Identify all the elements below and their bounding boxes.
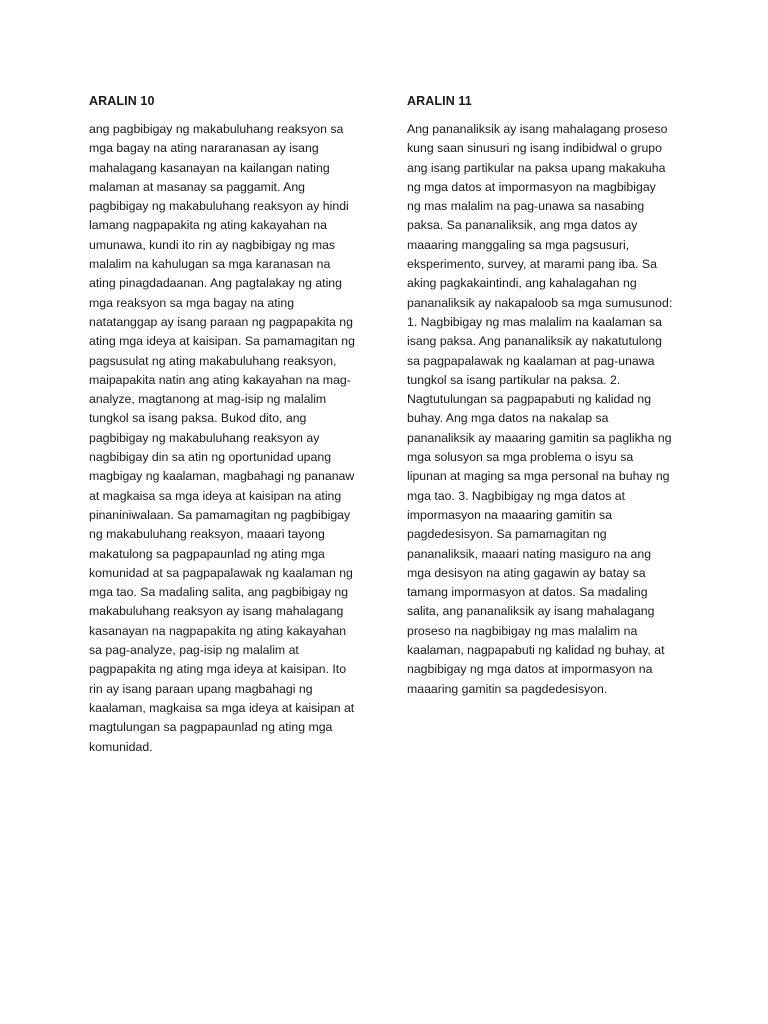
aralin-11-heading: ARALIN 11 — [407, 94, 472, 108]
aralin-10-body: ang pagbibigay ng makabuluhang reaksyon sa mga bagay na ating nararanasan ay isang mahalagang kasanayan na kailangan nating malaman at masanay sa paggamit. Ang pagbibigay ng makabuluhang reaksyon ay hindi lamang nagpapakita ng ating kakayahan na umunawa, kundi ito rin ay nagbibigay ng mas malalim na kahulugan sa mga karanasan na ating pinagdadaanan. Ang pagtalakay ng ating mga reaksyon sa mga bagay na ating natatanggap ay isang paraan ng pagpapakita ng ating mga ideya at kaisipan. Sa pamamagitan ng pagsusulat ng ating makabuluhang reaksyon, maipapakita natin ang ating kakayahan na mag- analyze, magtanong at mag-isip ng malalim tungkol sa isang paksa. Bukod dito, ang pagbibigay ng makabuluhang reaksyon ay nagbibigay din sa atin ng oportunidad upang magbigay ng kaalaman, magbahagi ng pananaw at magkaisa sa mga ideya at kaisipan na ating pinaniniwalaan. Sa pamamagitan ng pagbibigay ng makabuluhang reaksyon, maaari tayong makatulong sa pagpapaunlad ng ating mga komunidad at sa pagpapalawak ng kaalaman ng mga tao. Sa madaling salita, ang pagbibigay ng makabuluhang reaksyon ay isang mahalagang kasanayan na nagpapakita ng ating kakayahan sa pag-analyze, pag-isip ng malalim at pagpapakita ng ating mga ideya at kaisipan. Ito rin ay isang paraan upang magbahagi ng kaalaman, magkaisa sa mga ideya at kaisipan at magtulungan sa pagpapaunlad ng ating mga komunidad. — [89, 122, 355, 754]
aralin-11-body: Ang pananaliksik ay isang mahalagang proseso kung saan sinusuri ng isang indibidwal o grupo ang isang partikular na paksa upang makakuha ng mga datos at impormasyon na magbibigay ng mas malalim na pag-unawa sa nasabing paksa. Sa pananaliksik, ang mga datos ay maaaring manggaling sa mga pagsusuri, eksperimento, survey, at marami pang iba. Sa aking pagkakaintindi, ang kahalagahan ng pananaliksik ay nakapaloob sa mga sumusunod: 1. Nagbibigay ng mas malalim na kaalaman sa isang paksa. Ang pananaliksik ay nakatutulong sa pagpapalawak ng kaalaman at pag-unawa tungkol sa isang partikular na paksa. 2. Nagtutulungan sa pagpapabuti ng kalidad ng buhay. Ang mga datos na nakalap sa pananaliksik ay maaaring gamitin sa paglikha ng mga solusyon sa mga problema o isyu sa lipunan at maging sa mga personal na buhay ng mga tao. 3. Nagbibigay ng mga datos at impormasyon na maaaring gamitin sa pagdedesisyon. Sa pamamagitan ng pananaliksik, maaari nating masiguro na ang mga desisyon na ating gagawin ay batay sa tamang impormasyon at datos. Sa madaling salita, ang pananaliksik ay isang mahalagang proseso na nagbibigay ng mas malalim na kaalaman, nagpapabuti ng kalidad ng buhay, at nagbibigay ng mga datos at impormasyon na maaaring gamitin sa pagdedesisyon. — [407, 122, 673, 696]
aralin-10-section — [89, 92, 379, 757]
aralin-11-section — [407, 92, 683, 699]
aralin-10-heading: ARALIN 10 — [89, 94, 155, 108]
